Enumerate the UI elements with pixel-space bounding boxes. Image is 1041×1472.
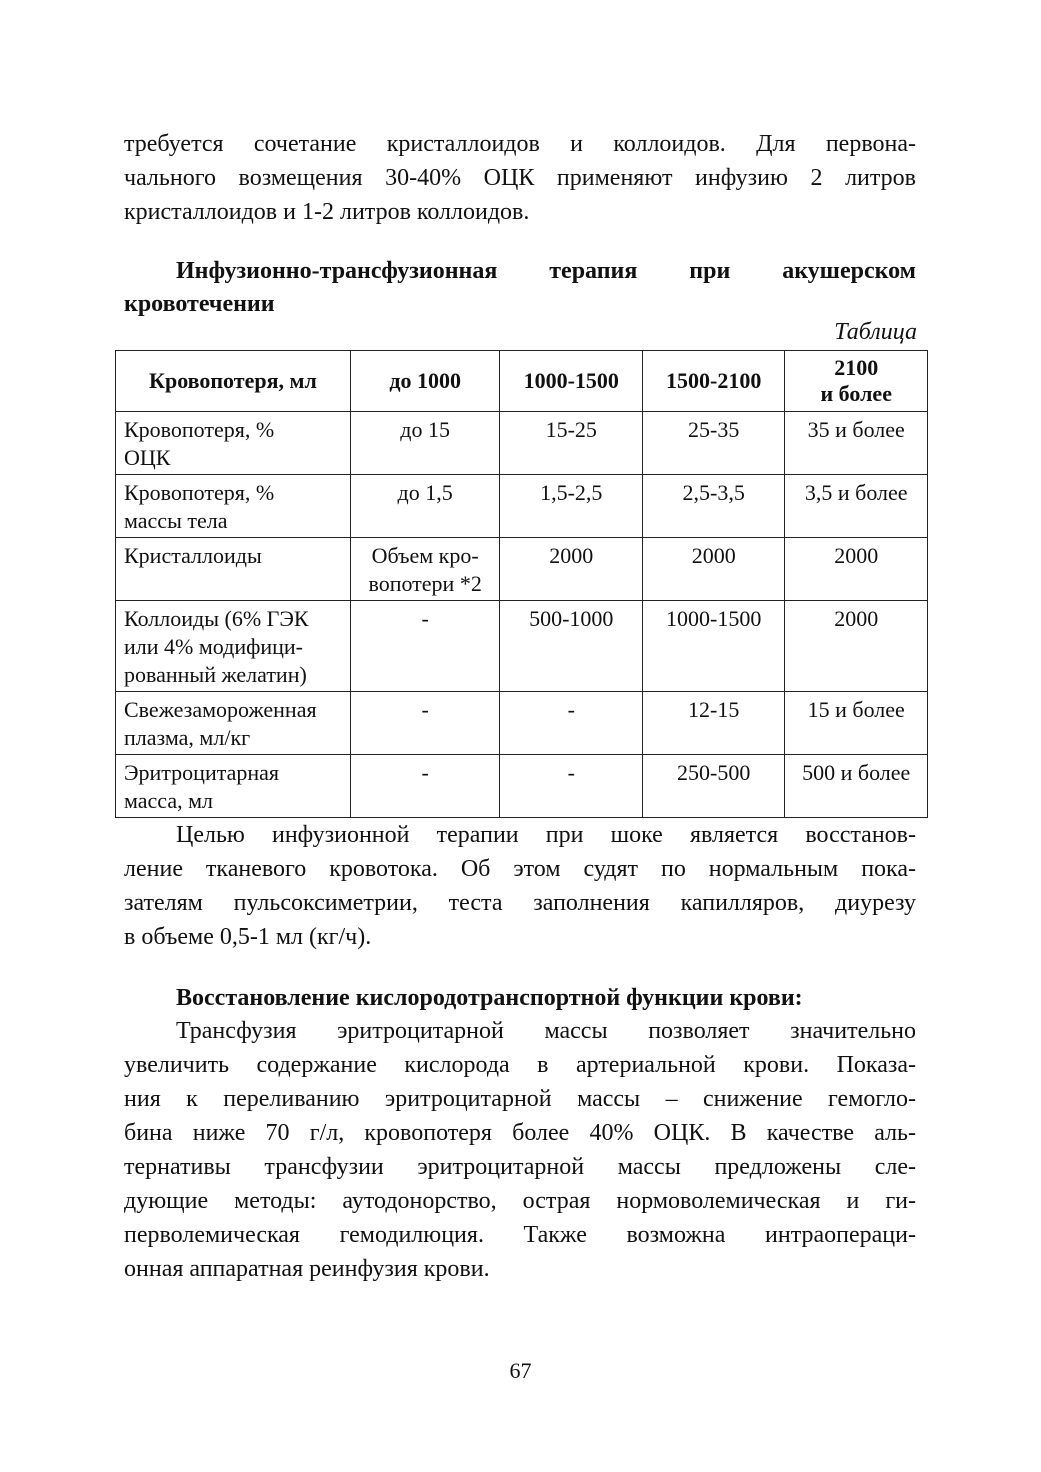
text-line: бина ниже 70 г/л, кровопотеря более 40% ОЦК. В качестве аль- bbox=[124, 1120, 916, 1146]
text-line: Трансфузия эритроцитарной массы позволяет значительно bbox=[176, 1018, 916, 1044]
row-header-cell: Кровопотеря, % ОЦК bbox=[116, 412, 351, 475]
table-cell: до 1,5 bbox=[350, 475, 500, 538]
table-cell: 15 и более bbox=[785, 692, 928, 755]
table-cell: 15-25 bbox=[500, 412, 642, 475]
table-cell: - bbox=[350, 601, 500, 692]
table-cell: Объем кро- вопотери *2 bbox=[350, 538, 500, 601]
table-cell: 25-35 bbox=[642, 412, 784, 475]
table-row bbox=[116, 475, 928, 538]
table-cell: 35 и более bbox=[785, 412, 928, 475]
table-header-row bbox=[116, 351, 928, 412]
table-row bbox=[116, 412, 928, 475]
table-cell: 3,5 и более bbox=[785, 475, 928, 538]
text-line: онная аппаратная реинфузия крови. bbox=[124, 1256, 490, 1282]
table-cell: 500 и более bbox=[785, 755, 928, 818]
heading-line: кровотечении bbox=[124, 291, 275, 317]
oxygen-section-heading: Восстановление кислородотранспортной функции крови: bbox=[176, 985, 803, 1011]
table-cell: - bbox=[350, 755, 500, 818]
table-cell: - bbox=[350, 692, 500, 755]
table-cell: 250-500 bbox=[642, 755, 784, 818]
table-row bbox=[116, 755, 928, 818]
oxygen-paragraph bbox=[124, 1014, 916, 1286]
text-line: ление тканевого кровотока. Об этом судят по нормальным пока- bbox=[124, 856, 916, 882]
intro-paragraph bbox=[124, 127, 916, 229]
column-header: до 1000 bbox=[350, 351, 500, 412]
text-line: увеличить содержание кислорода в артериальной крови. Показа- bbox=[124, 1052, 916, 1078]
table-cell: - bbox=[500, 692, 642, 755]
table-cell: 12-15 bbox=[642, 692, 784, 755]
text-line: в объеме 0,5-1 мл (кг/ч). bbox=[124, 924, 372, 950]
text-line: зателям пульсоксиметрии, теста заполнения капилляров, диурезу bbox=[124, 890, 916, 916]
row-header-cell: Кровопотеря, % массы тела bbox=[116, 475, 351, 538]
table-cell: 2000 bbox=[785, 538, 928, 601]
row-header-cell: Кристаллоиды bbox=[116, 538, 351, 601]
row-header-cell: Коллоиды (6% ГЭК или 4% модифици- рованный желатин) bbox=[116, 601, 351, 692]
column-header: 1000-1500 bbox=[500, 351, 642, 412]
table-cell: до 15 bbox=[350, 412, 500, 475]
text-line: перволемическая гемодилюция. Также возможна интраопераци- bbox=[124, 1222, 916, 1248]
text-line: тернативы трансфузии эритроцитарной массы предложены сле- bbox=[124, 1154, 916, 1180]
table-row bbox=[116, 692, 928, 755]
table-row bbox=[116, 601, 928, 692]
text-line: кристаллоидов и 1-2 литров коллоидов. bbox=[124, 199, 530, 225]
table-cell: 2000 bbox=[642, 538, 784, 601]
table-cell: - bbox=[500, 755, 642, 818]
page-number: 67 bbox=[509, 1358, 532, 1383]
text-line: ния к переливанию эритроцитарной массы – снижение гемогло- bbox=[124, 1086, 916, 1112]
text-line: дующие методы: аутодонорство, острая нормоволемическая и ги- bbox=[124, 1188, 916, 1214]
text-line: требуется сочетание кристаллоидов и коллоидов. Для первона- bbox=[124, 131, 916, 157]
table-row bbox=[116, 538, 928, 601]
heading-line: Инфузионно-трансфузионная терапия при акушерском bbox=[176, 258, 916, 284]
infusion-therapy-table bbox=[115, 350, 928, 818]
column-header: 1500-2100 bbox=[642, 351, 784, 412]
text-line: Целью инфузионной терапии при шоке является восстанов- bbox=[176, 822, 916, 848]
goal-paragraph bbox=[124, 818, 916, 954]
table-heading bbox=[124, 255, 916, 321]
table-caption: Таблица bbox=[834, 319, 917, 345]
table-cell: 1000-1500 bbox=[642, 601, 784, 692]
table-cell: 500-1000 bbox=[500, 601, 642, 692]
table-cell: 1,5-2,5 bbox=[500, 475, 642, 538]
table-cell: 2000 bbox=[785, 601, 928, 692]
column-header: 2100 и более bbox=[785, 351, 928, 412]
row-header-cell: Эритроцитарная масса, мл bbox=[116, 755, 351, 818]
table-cell: 2000 bbox=[500, 538, 642, 601]
row-header-cell: Свежезамороженная плазма, мл/кг bbox=[116, 692, 351, 755]
column-header: Кровопотеря, мл bbox=[116, 351, 351, 412]
table-cell: 2,5-3,5 bbox=[642, 475, 784, 538]
text-line: чального возмещения 30-40% ОЦК применяют инфузию 2 литров bbox=[124, 165, 916, 191]
